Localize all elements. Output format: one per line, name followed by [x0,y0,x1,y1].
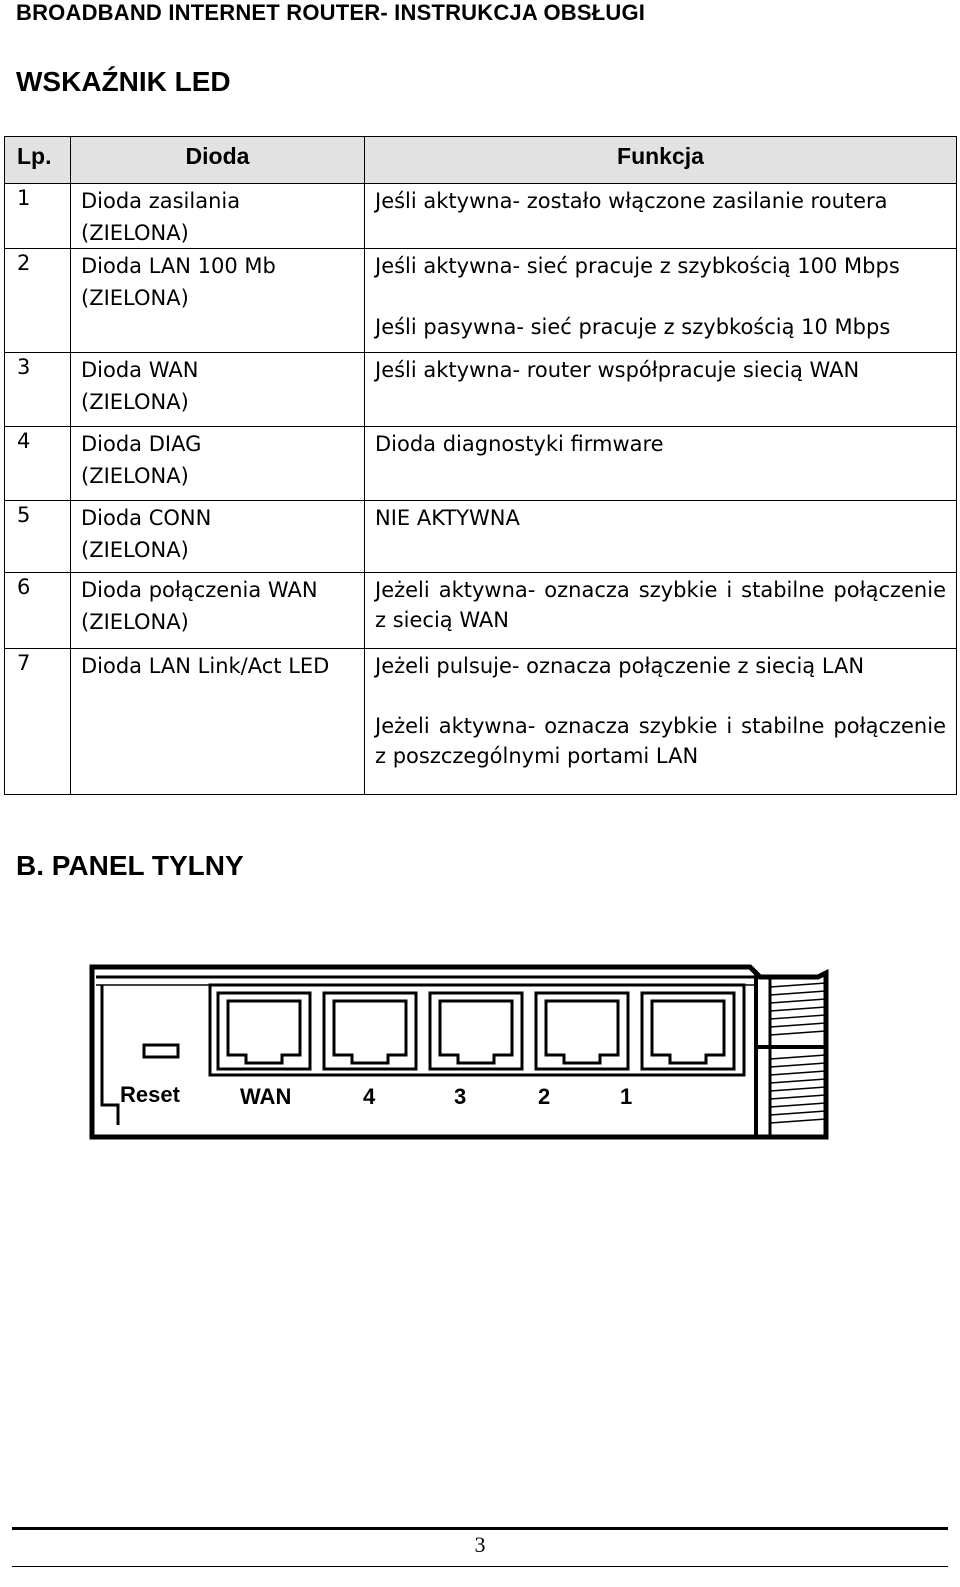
lan-port-1-icon [642,993,734,1069]
wan-label: WAN [240,1084,292,1109]
led-function-cell [365,353,957,427]
led-color: (ZIELONA) [81,390,189,414]
table-row [5,184,957,249]
footer-rule-bottom [12,1566,948,1567]
table-row [5,501,957,573]
table-row [5,353,957,427]
led-function: NIE AKTYWNA [375,506,520,530]
port-2-label: 2 [538,1084,551,1109]
lan-port-2-icon [536,993,628,1069]
ethernet-ports [218,993,734,1069]
reset-label: Reset [120,1082,180,1107]
table-header-row [5,137,957,184]
page-number: 3 [474,1532,486,1557]
header-lp: Lp. [5,137,71,184]
header-funkcja: Funkcja [365,137,957,184]
reset-button [144,1045,178,1057]
port-4-label: 4 [363,1084,376,1109]
led-color: (ZIELONA) [81,221,189,245]
row-number: 2 [5,249,71,353]
table-row [5,249,957,353]
led-name: Dioda WAN [81,358,199,382]
led-function: Dioda diagnostyki firmware [375,432,664,456]
led-function-secondary: Jeżeli aktywna- oznacza szybkie i stabilne połączenie z poszczególnymi portami LAN [375,714,946,768]
led-function-cell [365,184,957,249]
row-number: 4 [5,427,71,501]
led-name: Dioda LAN 100 Mb [81,254,276,278]
led-table [4,136,957,795]
led-function: Jeśli aktywna- router współpracuje siecią WAN [375,358,860,382]
document-header: BROADBAND INTERNET ROUTER- INSTRUKCJA OBSŁUGI [16,0,646,25]
table-row [5,573,957,649]
led-color: (ZIELONA) [81,538,189,562]
led-name-cell [71,573,365,649]
led-name: Dioda LAN Link/Act LED [81,654,330,678]
led-function-cell [365,249,957,353]
led-function-secondary: Jeśli pasywna- sieć pracuje z szybkością 10 Mbps [375,315,891,339]
led-function-cell [365,427,957,501]
footer-rule [12,1527,948,1530]
led-color: (ZIELONA) [81,610,189,634]
led-function-cell [365,649,957,795]
wan-port-icon [218,993,310,1069]
led-function: Jeżeli aktywna- oznacza szybkie i stabilne połączenie z siecią WAN [375,578,946,632]
led-function: Jeżeli pulsuje- oznacza połączenie z siecią LAN [375,654,865,678]
led-name-cell [71,427,365,501]
led-name: Dioda zasilania [81,189,241,213]
led-name-cell [71,649,365,795]
section-title-panel: B. PANEL TYLNY [16,850,244,881]
table-row [5,427,957,501]
port-3-label: 3 [454,1084,467,1109]
header-dioda: Dioda [71,137,365,184]
led-name: Dioda DIAG [81,432,202,456]
row-number: 6 [5,573,71,649]
led-color: (ZIELONA) [81,464,189,488]
row-number: 5 [5,501,71,573]
lan-port-3-icon [430,993,522,1069]
led-name: Dioda połączenia WAN [81,578,318,602]
led-function: Jeśli aktywna- zostało włączone zasilanie routera [375,189,888,213]
port-1-label: 1 [620,1084,633,1109]
row-number: 3 [5,353,71,427]
row-number: 1 [5,184,71,249]
section-title-led: WSKAŹNIK LED [16,66,231,97]
table-row [5,649,957,795]
led-function-cell [365,573,957,649]
led-name: Dioda CONN [81,506,212,530]
led-name-cell [71,249,365,353]
router-rear-panel-illustration [70,955,860,1145]
led-color: (ZIELONA) [81,286,189,310]
lan-port-4-icon [324,993,416,1069]
led-name-cell [71,353,365,427]
led-name-cell [71,501,365,573]
row-number: 7 [5,649,71,795]
led-function: Jeśli aktywna- sieć pracuje z szybkością 100 Mbps [375,254,900,278]
led-function-cell [365,501,957,573]
led-name-cell [71,184,365,249]
